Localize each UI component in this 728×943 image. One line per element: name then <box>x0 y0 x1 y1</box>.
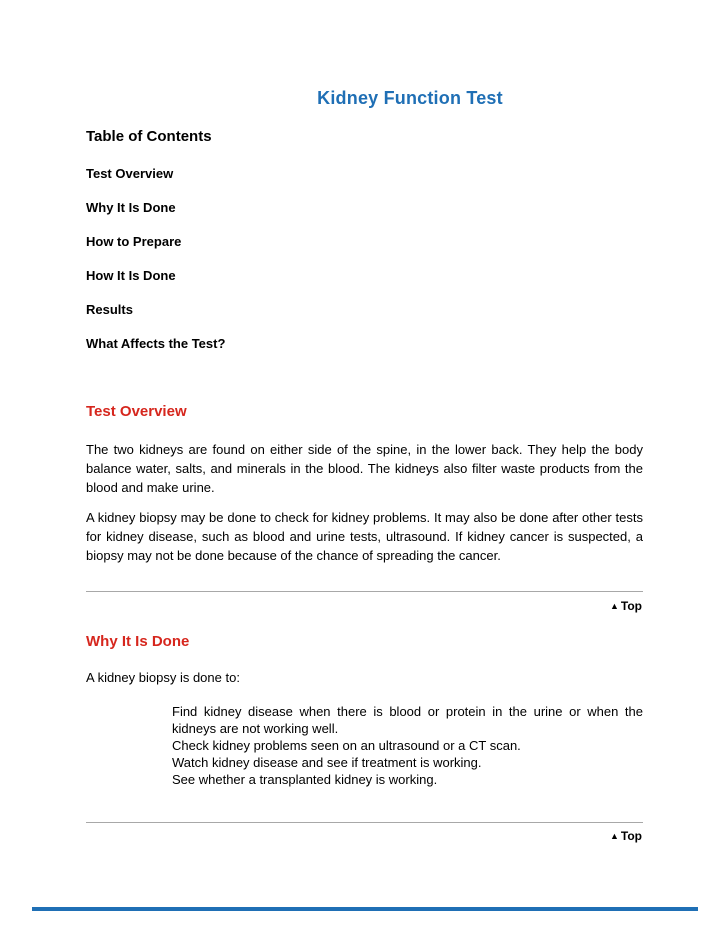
toc-item-why-it-is-done[interactable]: Why It Is Done <box>86 200 176 215</box>
overview-paragraph-2: A kidney biopsy may be done to check for kidney problems. It may also be done after other tests for kidney disease, such as blood and urine tests, ultrasound. If kidney cancer is suspected, a biopsy may not be done because of the chance of spreading the cancer. <box>86 510 643 563</box>
back-to-top-link[interactable] <box>610 829 642 843</box>
toc-item-how-to-prepare[interactable]: How to Prepare <box>86 234 182 249</box>
up-arrow-icon: ▲ <box>609 601 619 611</box>
list-item: Check kidney problems seen on an ultrasound or a CT scan. <box>172 738 521 753</box>
toc-item-results[interactable]: Results <box>86 302 133 317</box>
document-title: Kidney Function Test <box>317 88 503 108</box>
toc-item-how-it-is-done[interactable]: How It Is Done <box>86 268 176 283</box>
section-heading-test-overview: Test Overview <box>86 403 187 420</box>
toc-item-test-overview[interactable]: Test Overview <box>86 166 174 181</box>
up-arrow-icon: ▲ <box>609 831 619 841</box>
toc-item-what-affects[interactable]: What Affects the Test? <box>86 336 226 351</box>
back-to-top-link[interactable] <box>610 599 642 613</box>
top-link-label: Top <box>620 829 642 843</box>
list-item: Watch kidney disease and see if treatment is working. <box>172 755 482 770</box>
toc-heading: Table of Contents <box>86 128 212 145</box>
overview-paragraph-1: The two kidneys are found on either side of the spine, in the lower back. They help the body balance water, salts, and minerals in the blood. The kidneys also filter waste products from the blood and make urine. <box>86 442 643 495</box>
why-intro: A kidney biopsy is done to: <box>86 670 240 685</box>
section-divider <box>86 822 643 823</box>
table-of-contents <box>86 166 225 370</box>
top-link-label: Top <box>620 599 642 613</box>
section-heading-why-it-is-done: Why It Is Done <box>86 633 190 650</box>
section-divider <box>86 591 643 592</box>
list-item: Find kidney disease when there is blood or protein in the urine or when the kidneys are not working well. <box>172 704 643 736</box>
why-list <box>172 703 643 788</box>
footer-bar <box>32 907 698 911</box>
list-item: See whether a transplanted kidney is working. <box>172 772 438 787</box>
